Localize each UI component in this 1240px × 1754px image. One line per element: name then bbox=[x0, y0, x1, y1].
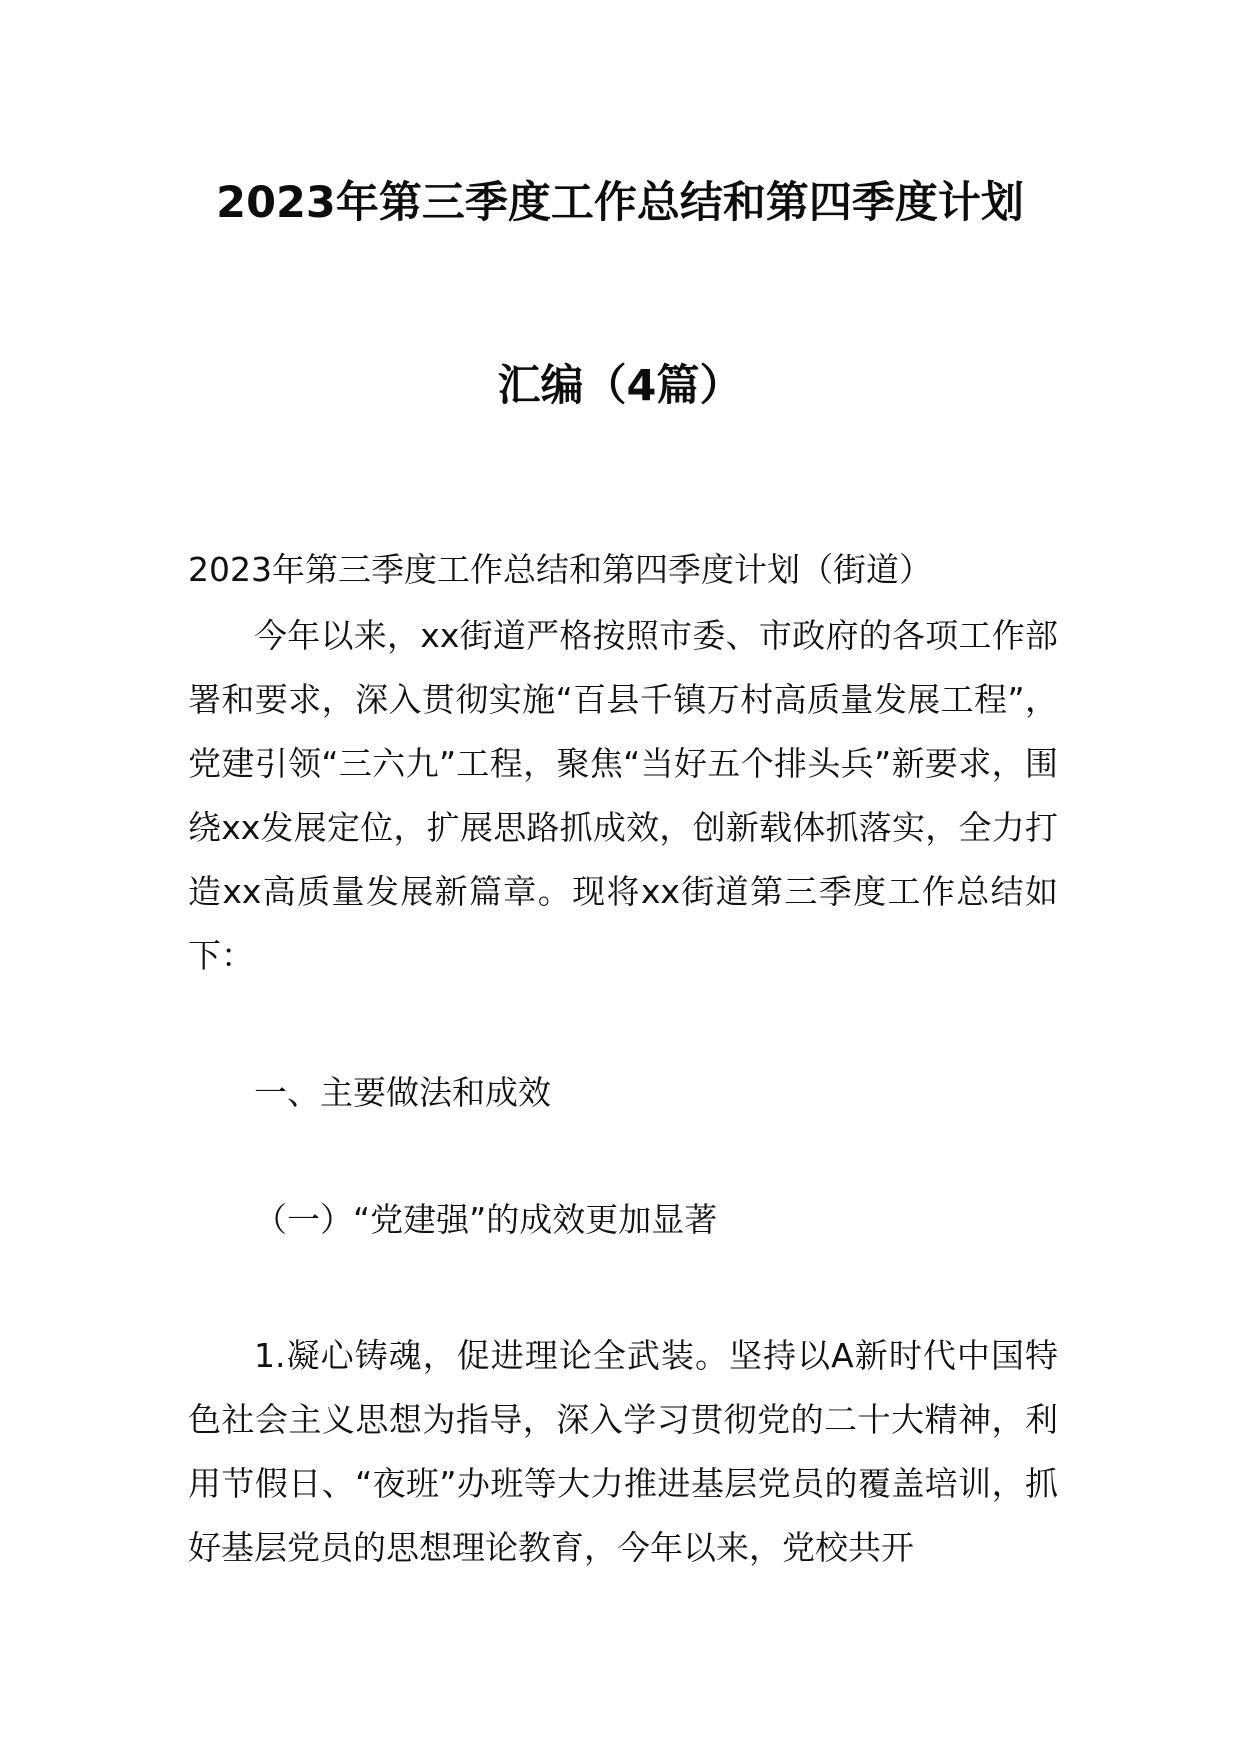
intro-paragraph: 今年以来，xx街道严格按照市委、市政府的各项工作部署和要求，深入贯彻实施“百县千镇万村高质量发展工程”，党建引领“三六九”工程，聚焦“当好五个排头兵”新要求，围绕xx发展定位，扩展思路抓成效，创新载体抓落实，全力打造xx高质量发展新篇章。现将xx街道第三季度工作总结如下： bbox=[188, 616, 1058, 975]
subsection-heading: （一）“党建强”的成效更加显著 bbox=[254, 1200, 718, 1239]
section-heading: 一、主要做法和成效 bbox=[254, 1073, 551, 1112]
first-item-paragraph: 1.凝心铸魂，促进理论全武装。坚持以A新时代中国特色社会主义思想为指导，深入学习贯彻党的二十大精神，利用节假日、“夜班”办班等大力推进基层党员的覆盖培训，抓好基层党员的思想理论教育，今年以来，党校共开 bbox=[188, 1336, 1058, 1567]
article-subtitle: 2023年第三季度工作总结和第四季度计划（街道） bbox=[188, 550, 932, 589]
document-title-line-1: 2023年第三季度工作总结和第四季度计划 bbox=[216, 178, 1024, 228]
document-title-line-2: 汇编（4篇） bbox=[497, 361, 743, 411]
